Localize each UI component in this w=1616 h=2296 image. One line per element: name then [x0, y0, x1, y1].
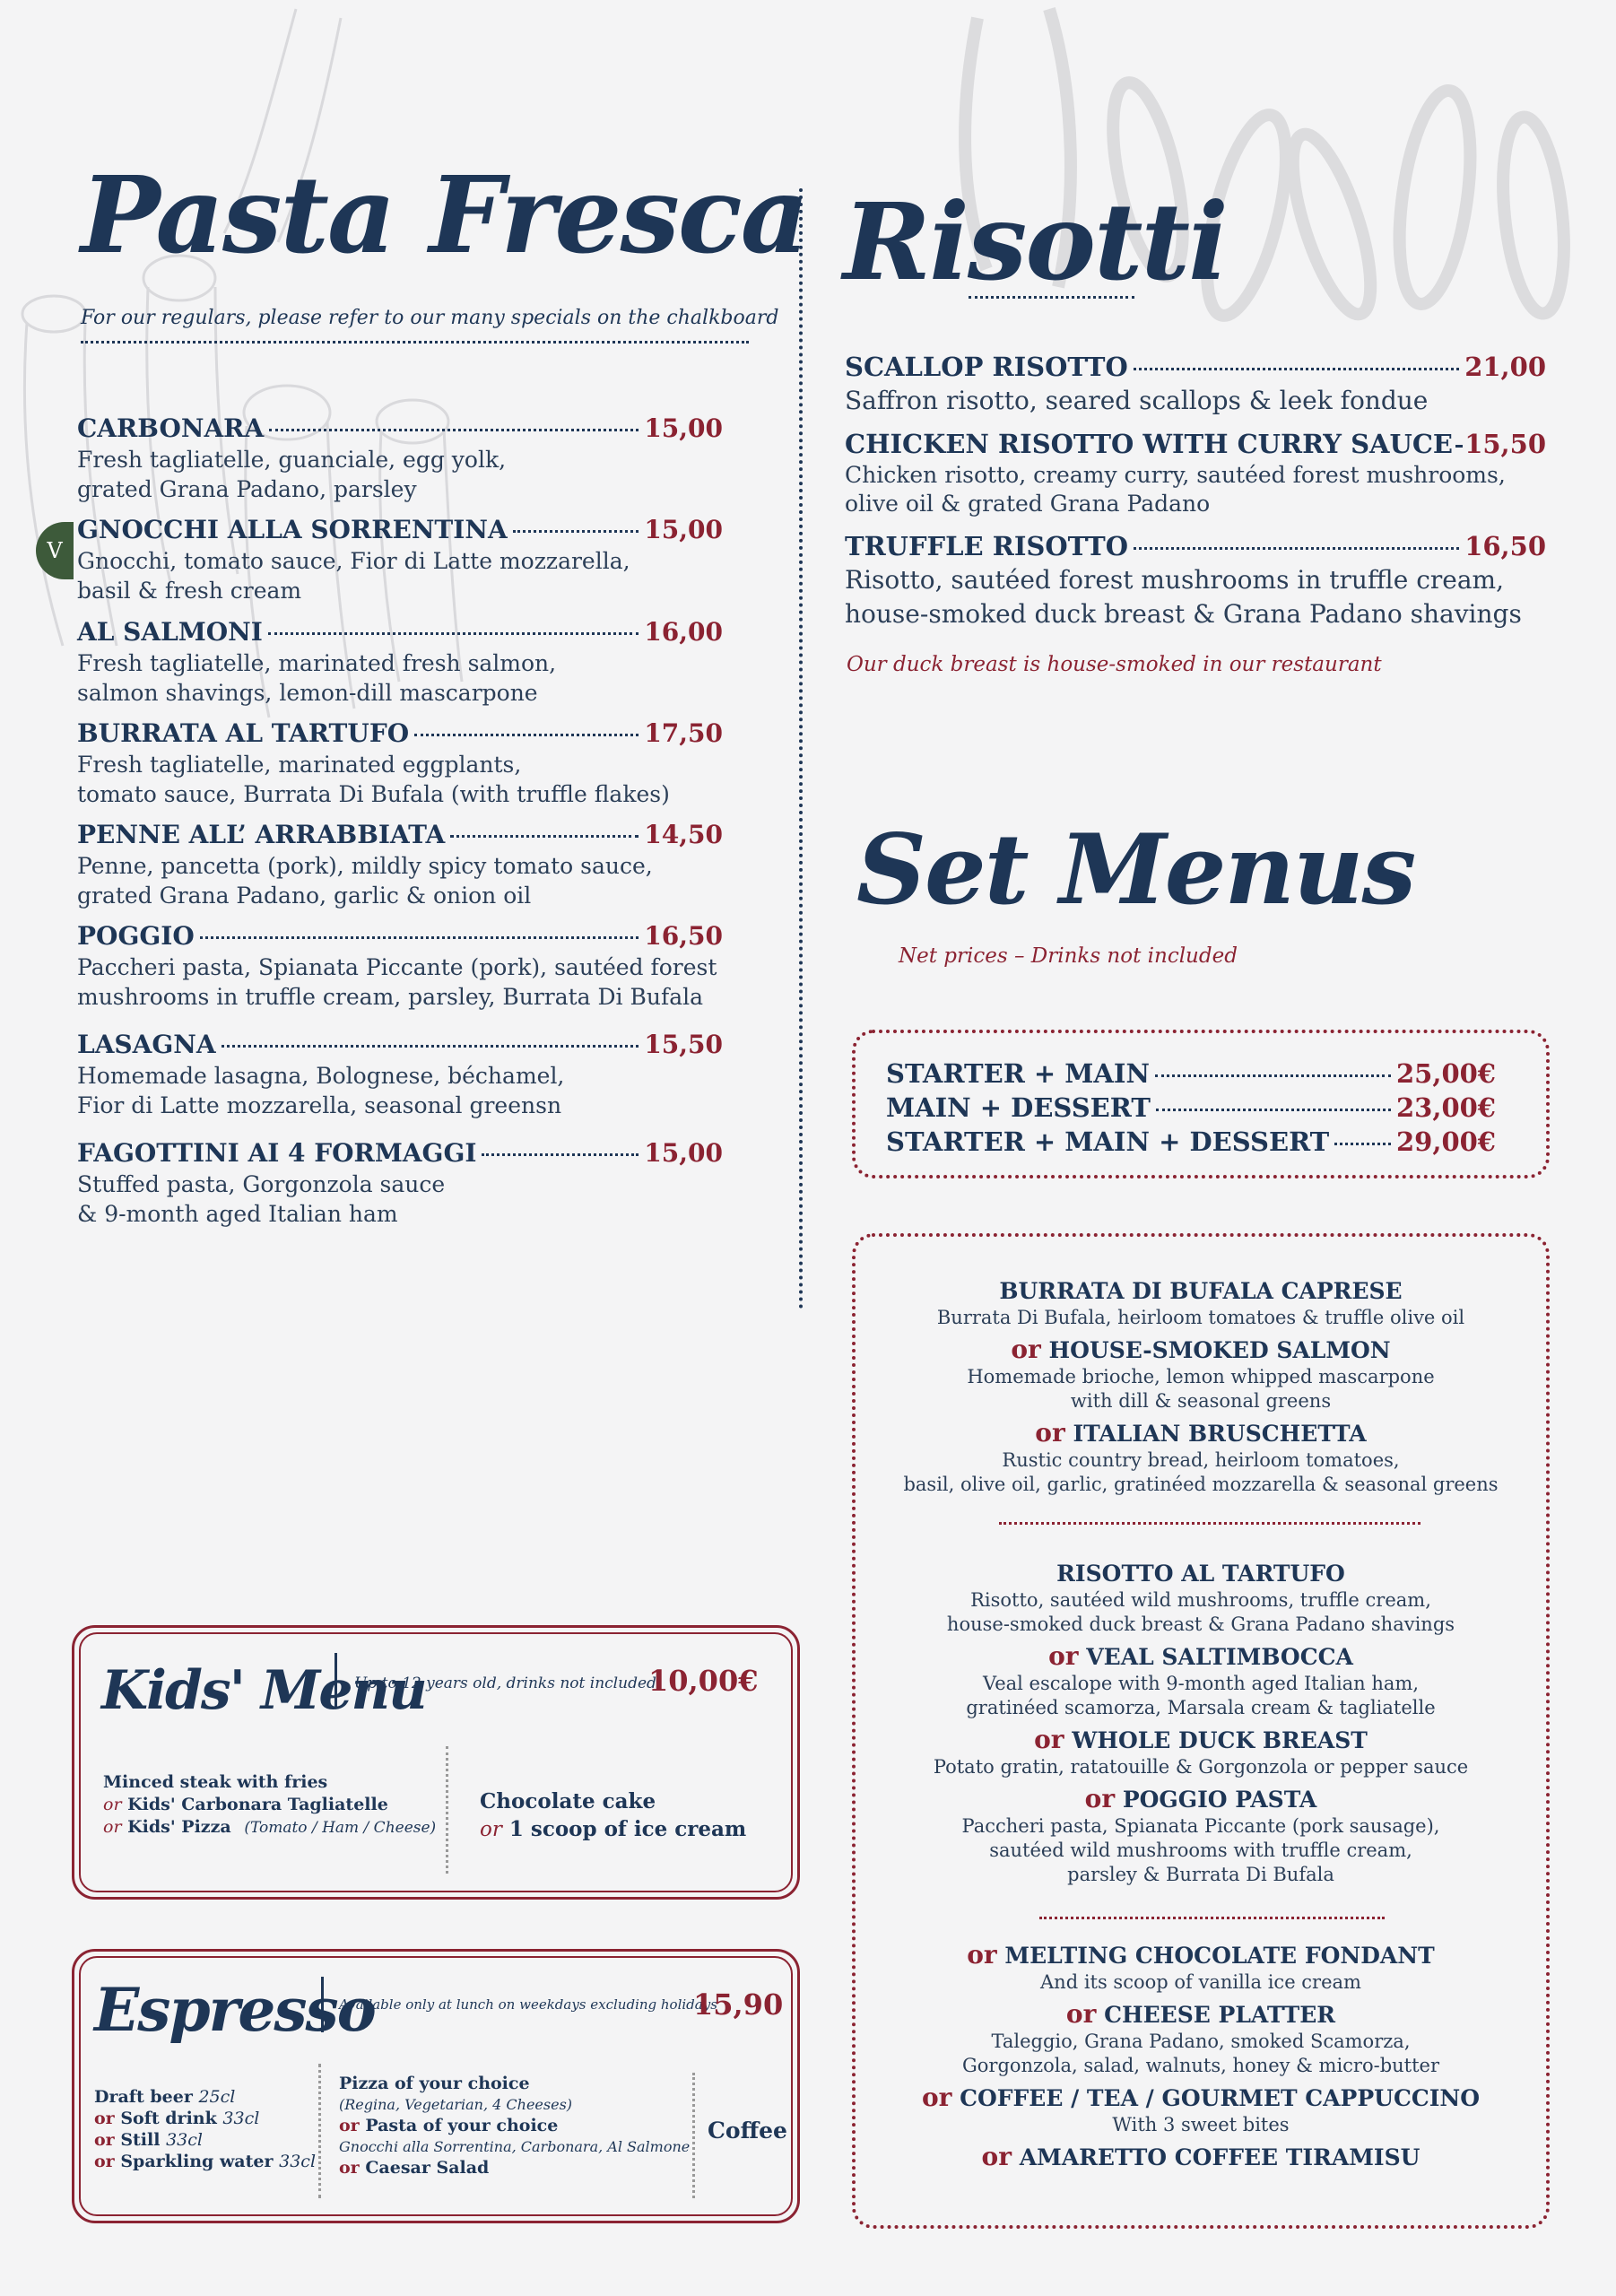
dotted-leader [269, 429, 639, 431]
set-menu-dish-title-row [856, 1560, 1546, 1588]
set-menu-dish-description: With 3 sweet bites [1112, 2114, 1290, 2135]
set-menu-dish-description: Taleggio, Grana Padano, smoked Scamorza, [991, 2031, 1411, 2052]
set-menu-dish-description: with dill & seasonal greens [1070, 1390, 1332, 1412]
pasta-item-description: Penne, pancetta (pork), mildly spicy tomato sauce, [77, 853, 653, 879]
pasta-item-name: CARBONARA [77, 413, 265, 443]
mains-group [856, 1560, 1546, 1892]
pasta-item-row [77, 616, 723, 648]
or-label: or [94, 2109, 115, 2128]
set-menu-dish [856, 1941, 1546, 1995]
set-menu-option [886, 1125, 1496, 1159]
set-menu-dish-title-row [856, 2000, 1546, 2030]
kids-menu-title: Kids' Menu [101, 1659, 426, 1722]
or-label: or [103, 1795, 122, 1814]
set-menu-options [886, 1057, 1496, 1159]
set-menu-dish-title-row [856, 1642, 1546, 1672]
set-menu-dish-description: Potato gratin, ratatouille & Gorgonzola or pepper sauce [933, 1756, 1469, 1778]
risotto-item-name: TRUFFLE RISOTTO [845, 531, 1128, 561]
pasta-item-row [77, 718, 723, 750]
pasta-item [77, 616, 723, 708]
set-menu-dish-title: ITALIAN BRUSCHETTA [1073, 1421, 1367, 1447]
espresso-menu-box [72, 1949, 800, 2223]
pasta-item-description: & 9-month aged Italian ham [77, 1201, 398, 1227]
espresso-drink-size: 25cl [198, 2087, 236, 2107]
kids-dessert-2-row [480, 1815, 746, 1844]
set-menu-dish-description: parsley & Burrata Di Bufala [1067, 1864, 1334, 1885]
set-menu-dish-description: Paccheri pasta, Spianata Piccante (pork sausage), [961, 1815, 1440, 1837]
starters-divider [999, 1522, 1421, 1525]
risotto-item [845, 350, 1546, 418]
or-label: or [94, 2152, 115, 2171]
risotto-item-price: 16,50 [1464, 531, 1546, 561]
kids-menu-price: 10,00€ [648, 1664, 759, 1698]
kids-main-1: Minced steak with fries [103, 1772, 328, 1792]
dotted-leader [268, 632, 639, 635]
espresso-pasta-note: Gnocchi alla Sorrentina, Carbonara, Al Salmone [339, 2138, 691, 2155]
espresso-pizza-note: (Regina, Vegetarian, 4 Cheeses) [339, 2096, 573, 2113]
espresso-coffee: Coffee [708, 2118, 787, 2144]
set-menu-dish [856, 1277, 1546, 1330]
or-label: or [480, 1818, 502, 1841]
dotted-leader [414, 734, 639, 736]
pasta-item-name: GNOCCHI ALLA SORRENTINA [77, 515, 508, 544]
set-menu-dish-title-row [856, 2143, 1546, 2172]
or-label: or [981, 2142, 1012, 2171]
set-menu-dish-description: sautéed wild mushrooms with truffle cream, [989, 1839, 1412, 1861]
pasta-item-description: Fresh tagliatelle, marinated fresh salmon, [77, 650, 557, 676]
kids-menu-note: Up to 12 years old, drinks not included [354, 1674, 656, 1692]
pasta-item-price: 17,50 [644, 718, 723, 748]
dotted-leader [1134, 547, 1459, 550]
set-menu-dish [856, 1785, 1546, 1887]
starters-group [856, 1277, 1546, 1502]
set-menu-dish-title: MELTING CHOCOLATE FONDANT [1004, 1943, 1435, 1969]
set-menu-dish-title-row [856, 2083, 1546, 2113]
pasta-item-name: FAGOTTINI AI 4 FORMAGGI [77, 1138, 477, 1168]
risotto-item-name: CHICKEN RISOTTO WITH CURRY SAUCE [845, 429, 1454, 459]
pasta-item [77, 1137, 723, 1229]
dotted-leader [1458, 445, 1459, 448]
espresso-drink-option [94, 2129, 316, 2151]
set-menu-dish-title-row [856, 1726, 1546, 1755]
risotto-item-name: SCALLOP RISOTTO [845, 352, 1128, 382]
set-menu-dish-title: CHEESE PLATTER [1104, 2002, 1336, 2028]
espresso-drink-name: Draft beer [94, 2087, 193, 2107]
pasta-item-price: 14,50 [644, 820, 723, 849]
pasta-item-price: 15,00 [644, 515, 723, 544]
set-menu-dish [856, 2083, 1546, 2137]
risotto-item-description: Chicken risotto, creamy curry, sautéed forest mushrooms, [845, 462, 1506, 488]
risotto-item-price: 15,50 [1464, 429, 1546, 459]
kids-main-2: Kids' Carbonara Tagliatelle [127, 1795, 388, 1814]
kids-main-3-row [103, 1816, 436, 1839]
set-menu-option-price: 29,00€ [1396, 1126, 1496, 1157]
kids-main-3: Kids' Pizza [127, 1817, 231, 1837]
espresso-drink-size: 33cl [222, 2109, 260, 2128]
pasta-item-description: Paccheri pasta, Spianata Piccante (pork), sautéed forest [77, 954, 717, 980]
set-menu-prices-box [852, 1030, 1550, 1178]
dotted-leader [1156, 1109, 1391, 1111]
kids-menu-box [72, 1625, 800, 1900]
pasta-section-title: Pasta Fresca [81, 152, 808, 277]
set-menu-dish-description: Burrata Di Bufala, heirloom tomatoes & truffle olive oil [936, 1307, 1465, 1328]
set-menu-dish-title-row [856, 1785, 1546, 1814]
pasta-item-name: PENNE ALL’ ARRABBIATA [77, 820, 446, 849]
espresso-drink-option [94, 2108, 316, 2129]
pasta-item-row [77, 1029, 723, 1061]
risotto-item [845, 427, 1546, 518]
risotto-item-description: Saffron risotto, seared scallops & leek fondue [845, 386, 1429, 415]
pasta-item [77, 819, 723, 910]
pasta-item-row [77, 514, 723, 546]
set-menu-dish-description: house-smoked duck breast & Grana Padano shavings [946, 1613, 1455, 1635]
espresso-drinks [94, 2086, 316, 2172]
pasta-item-row [77, 819, 723, 851]
espresso-note: Available only at lunch on weekdays excluding holidays [339, 1996, 717, 2013]
risotti-section-title: Risotti [843, 179, 1227, 304]
espresso-title: Espresso [94, 1975, 375, 2045]
pasta-item [77, 920, 723, 1012]
set-menu-dish-title: RISOTTO AL TARTUFO [1056, 1561, 1345, 1587]
set-menu-dish-title: WHOLE DUCK BREAST [1072, 1727, 1368, 1753]
espresso-pasta: Pasta of your choice [365, 2116, 559, 2135]
kids-title-divider [334, 1653, 337, 1709]
vegetarian-badge-label: V [47, 538, 63, 563]
set-menu-dish-description: basil, olive oil, garlic, gratinéed mozzarella & seasonal greens [903, 1474, 1499, 1495]
or-label: or [1065, 1999, 1097, 2029]
pasta-item-description: Fior di Latte mozzarella, seasonal greensn [77, 1092, 562, 1118]
risotto-item-row [845, 350, 1546, 384]
set-menu-dish-description: And its scoop of vanilla ice cream [1040, 1971, 1361, 1993]
set-menu-dish-title-row [856, 1335, 1546, 1365]
espresso-drink-size: 33cl [279, 2152, 317, 2171]
pasta-item [77, 514, 723, 605]
pasta-item [77, 718, 723, 809]
pasta-item-description: mushrooms in truffle cream, parsley, Burrata Di Bufala [77, 984, 704, 1010]
set-menu-dish-title-row [856, 1277, 1546, 1306]
pasta-item-description: salmon shavings, lemon-dill mascarpone [77, 680, 538, 706]
espresso-mains [339, 2073, 690, 2179]
dotted-leader [222, 1045, 639, 1048]
espresso-divider-1 [318, 2064, 321, 2198]
pasta-item-name: POGGIO [77, 921, 195, 951]
desserts-group [856, 1941, 1546, 2178]
pasta-item-price: 15,00 [644, 413, 723, 443]
risotto-item [845, 529, 1546, 631]
pasta-subtitle: For our regulars, please refer to our many specials on the chalkboard [81, 307, 779, 329]
set-menu-courses-box [852, 1233, 1550, 2229]
set-menu-option-label: MAIN + DESSERT [886, 1092, 1151, 1123]
kids-main-3-note: (Tomato / Ham / Cheese) [244, 1819, 437, 1837]
pasta-item-row [77, 1137, 723, 1170]
set-menu-dish [856, 2000, 1546, 2078]
set-menu-option [886, 1057, 1496, 1091]
pasta-item-description: tomato sauce, Burrata Di Bufala (with truffle flakes) [77, 781, 670, 807]
set-menu-option-label: STARTER + MAIN + DESSERT [886, 1126, 1330, 1157]
kids-desserts [480, 1787, 746, 1844]
dotted-leader [1334, 1143, 1391, 1145]
or-label: or [1084, 1784, 1116, 1813]
set-menu-dish-title: POGGIO PASTA [1122, 1787, 1317, 1813]
espresso-drink-name: Sparkling water [120, 2152, 274, 2171]
set-menus-subtitle: Net prices – Drinks not included [899, 944, 1238, 968]
risotto-item-row [845, 427, 1546, 461]
dotted-leader [1155, 1074, 1391, 1077]
set-menu-dish-description: gratinéed scamorza, Marsala cream & tagliatelle [966, 1697, 1436, 1718]
set-menu-dish [856, 1642, 1546, 1720]
kids-divider [446, 1746, 448, 1874]
set-menu-dish-title: COFFEE / TEA / GOURMET CAPPUCCINO [960, 2085, 1481, 2111]
pasta-item-description: Fresh tagliatelle, marinated eggplants, [77, 752, 522, 778]
dotted-leader [200, 936, 639, 939]
or-label: or [339, 2158, 360, 2178]
set-menu-option-price: 25,00€ [1396, 1058, 1496, 1089]
risotto-item-description: olive oil & grated Grana Padano [845, 491, 1211, 517]
set-menu-dish-title-row [856, 1941, 1546, 1970]
espresso-drink-option [94, 2151, 316, 2172]
pasta-item [77, 1029, 723, 1120]
espresso-title-divider [321, 1977, 324, 2032]
pasta-item-description: Gnocchi, tomato sauce, Fior di Latte mozzarella, [77, 548, 630, 574]
pasta-item-row [77, 413, 723, 445]
set-menu-dish-description: Risotto, sautéed wild mushrooms, truffle cream, [970, 1589, 1431, 1611]
pasta-item-description: Homemade lasagna, Bolognese, béchamel, [77, 1063, 565, 1089]
set-menu-dish [856, 1560, 1546, 1637]
set-menu-dish-title-row [856, 1419, 1546, 1448]
or-label: or [967, 1940, 997, 1970]
or-label: or [1034, 1725, 1064, 1754]
pasta-item-price: 15,50 [644, 1030, 723, 1059]
set-menu-dish [856, 1419, 1546, 1497]
risotti-title-underline [969, 296, 1134, 299]
set-menu-dish-description: Gorgonzola, salad, walnuts, honey & micro-butter [961, 2055, 1440, 2076]
risotti-note: Our duck breast is house-smoked in our restaurant [847, 653, 1382, 676]
set-menu-option-label: STARTER + MAIN [886, 1058, 1150, 1089]
risotto-item-description: Risotto, sautéed forest mushrooms in truffle cream, [845, 565, 1504, 595]
or-label: or [1048, 1641, 1079, 1671]
pasta-divider [81, 341, 749, 344]
dotted-leader [1134, 368, 1459, 370]
set-menu-option-price: 23,00€ [1396, 1092, 1496, 1123]
set-menu-dish-title: VEAL SALTIMBOCCA [1086, 1644, 1353, 1670]
set-menus-title: Set Menus [856, 813, 1415, 926]
espresso-drink-name: Soft drink [120, 2109, 217, 2128]
set-menu-option [886, 1091, 1496, 1125]
mains-divider [1039, 1917, 1385, 1919]
set-menu-dish-description: Rustic country bread, heirloom tomatoes, [1002, 1449, 1400, 1471]
risotto-item-description: house-smoked duck breast & Grana Padano shavings [845, 599, 1522, 629]
espresso-divider-2 [692, 2073, 695, 2198]
espresso-price: 15,90 [693, 1987, 784, 2022]
or-label: or [103, 1817, 122, 1837]
pasta-item-name: LASAGNA [77, 1030, 216, 1059]
pasta-item-name: AL SALMONI [77, 617, 263, 647]
pasta-item-description: grated Grana Padano, parsley [77, 476, 417, 502]
set-menu-dish-title: BURRATA DI BUFALA CAPRESE [999, 1278, 1403, 1304]
espresso-drink-option [94, 2086, 316, 2108]
or-label: or [94, 2130, 115, 2150]
set-menu-dish-description: Veal escalope with 9-month aged Italian ham, [982, 1673, 1420, 1694]
kids-main-2-row [103, 1794, 436, 1816]
set-menu-dish [856, 1335, 1546, 1413]
or-label: or [1011, 1335, 1041, 1364]
dotted-leader [482, 1153, 639, 1156]
kids-dessert-1: Chocolate cake [480, 1789, 656, 1813]
dotted-leader [450, 835, 639, 838]
dotted-leader [513, 530, 639, 533]
pasta-item-price: 16,00 [644, 617, 723, 647]
kids-mains [103, 1771, 436, 1839]
pasta-item-description: basil & fresh cream [77, 578, 302, 604]
or-label: or [339, 2116, 360, 2135]
set-menu-dish [856, 1726, 1546, 1779]
kids-dessert-2: 1 scoop of ice cream [508, 1817, 747, 1841]
risotto-item-row [845, 529, 1546, 563]
risotto-item-price: 21,00 [1464, 352, 1546, 382]
set-menu-dish [856, 2143, 1546, 2172]
pasta-item-price: 15,00 [644, 1138, 723, 1168]
set-menu-dish-title: AMARETTO COFFEE TIRAMISU [1019, 2144, 1421, 2170]
set-menu-dish-title: HOUSE-SMOKED SALMON [1048, 1337, 1391, 1363]
espresso-drink-size: 33cl [166, 2130, 203, 2150]
pasta-item-description: Stuffed pasta, Gorgonzola sauce [77, 1171, 446, 1197]
or-label: or [1035, 1418, 1065, 1448]
pasta-item-name: BURRATA AL TARTUFO [77, 718, 410, 748]
espresso-pizza: Pizza of your choice [339, 2074, 530, 2093]
pasta-item [77, 413, 723, 504]
pasta-item-description: grated Grana Padano, garlic & onion oil [77, 883, 532, 909]
espresso-salad: Caesar Salad [365, 2158, 490, 2178]
set-menu-dish-description: Homemade brioche, lemon whipped mascarpone [967, 1366, 1435, 1387]
column-divider [799, 188, 803, 1309]
espresso-drink-name: Still [120, 2130, 161, 2150]
pasta-item-price: 16,50 [644, 921, 723, 951]
pasta-item-row [77, 920, 723, 952]
or-label: or [921, 2083, 952, 2112]
pasta-item-description: Fresh tagliatelle, guanciale, egg yolk, [77, 447, 507, 473]
